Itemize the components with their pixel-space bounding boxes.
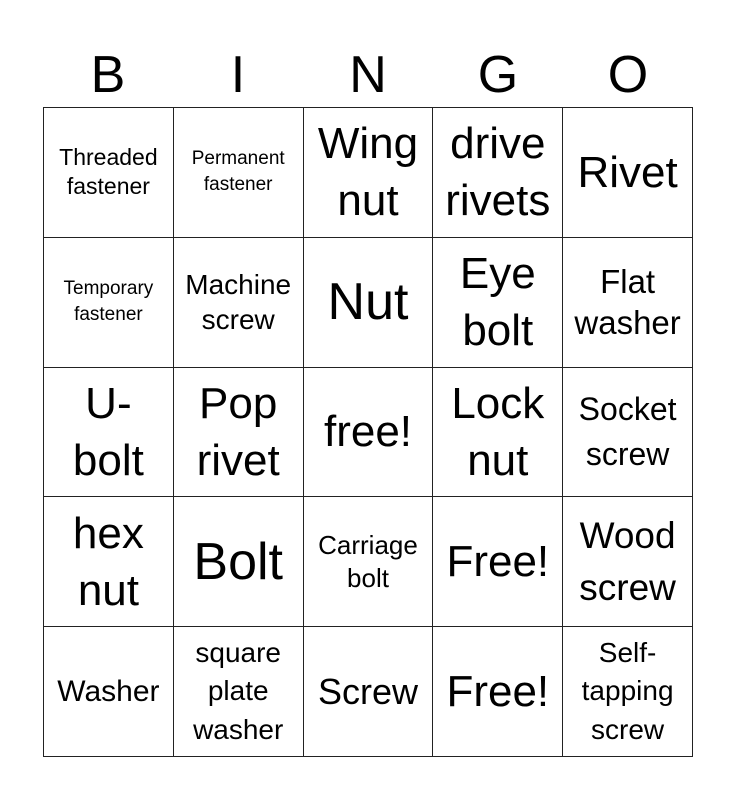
bingo-cell[interactable] xyxy=(304,238,434,368)
cell-label: hex nut xyxy=(72,508,144,615)
cell-label: drive rivets xyxy=(445,119,551,226)
bingo-cell[interactable] xyxy=(44,108,174,238)
cell-label: Carriage bolt xyxy=(318,530,418,593)
bingo-cell[interactable] xyxy=(563,368,693,498)
cell-label: Free! xyxy=(446,667,550,716)
cell-label: Free! xyxy=(446,537,550,587)
bingo-cell[interactable] xyxy=(174,108,304,238)
bingo-cell[interactable] xyxy=(563,627,693,757)
cell-label: Rivet xyxy=(577,147,678,197)
cell-label: Self-tapping screw xyxy=(581,636,674,745)
bingo-cell[interactable] xyxy=(44,368,174,498)
bingo-cell free-space[interactable] xyxy=(304,368,434,498)
header-letter-o: O xyxy=(607,46,649,104)
bingo-cell[interactable] xyxy=(174,368,304,498)
bingo-cell[interactable] xyxy=(304,108,434,238)
cell-label: Pop rivet xyxy=(196,378,280,485)
bingo-cell[interactable] xyxy=(304,497,434,627)
cell-label: Flat washer xyxy=(574,262,681,342)
bingo-cell[interactable] xyxy=(174,497,304,627)
cell-label: Wing nut xyxy=(317,119,419,226)
cell-label: Permanent fastener xyxy=(191,147,285,196)
bingo-cell[interactable] xyxy=(44,497,174,627)
cell-label: Socket screw xyxy=(578,391,677,472)
bingo-board xyxy=(43,107,693,757)
bingo-cell[interactable] xyxy=(304,627,434,757)
cell-label: Wood screw xyxy=(579,514,676,608)
bingo-cell[interactable] xyxy=(44,627,174,757)
bingo-cell[interactable] xyxy=(563,497,693,627)
cell-label: U-bolt xyxy=(72,378,144,485)
header-letter-g: G xyxy=(477,46,519,104)
cell-label: Temporary fastener xyxy=(63,277,154,326)
cell-label: Nut xyxy=(327,273,409,331)
bingo-cell[interactable] xyxy=(433,108,563,238)
header-letter-n: N xyxy=(349,46,387,104)
bingo-cell[interactable] xyxy=(563,238,693,368)
cell-label: Bolt xyxy=(193,532,283,591)
header-letter-b: B xyxy=(90,46,126,104)
bingo-cell[interactable] xyxy=(563,108,693,238)
bingo-cell[interactable] xyxy=(433,368,563,498)
bingo-header xyxy=(43,44,693,106)
cell-label: free! xyxy=(323,407,413,457)
cell-label: square plate washer xyxy=(193,636,284,745)
bingo-cell[interactable] xyxy=(433,238,563,368)
bingo-cell[interactable] xyxy=(44,238,174,368)
bingo-cell[interactable] xyxy=(174,238,304,368)
cell-label: Washer xyxy=(57,674,160,708)
cell-label: Threaded fastener xyxy=(59,143,158,200)
cell-label: Screw xyxy=(317,671,418,712)
bingo-cell[interactable] xyxy=(174,627,304,757)
header-letter-i: I xyxy=(230,46,246,104)
bingo-cell free-space[interactable] xyxy=(433,627,563,757)
bingo-cell free-space[interactable] xyxy=(433,497,563,627)
cell-label: Machine screw xyxy=(185,269,292,336)
cell-label: Lock nut xyxy=(451,378,545,485)
cell-label: Eye bolt xyxy=(459,249,536,356)
